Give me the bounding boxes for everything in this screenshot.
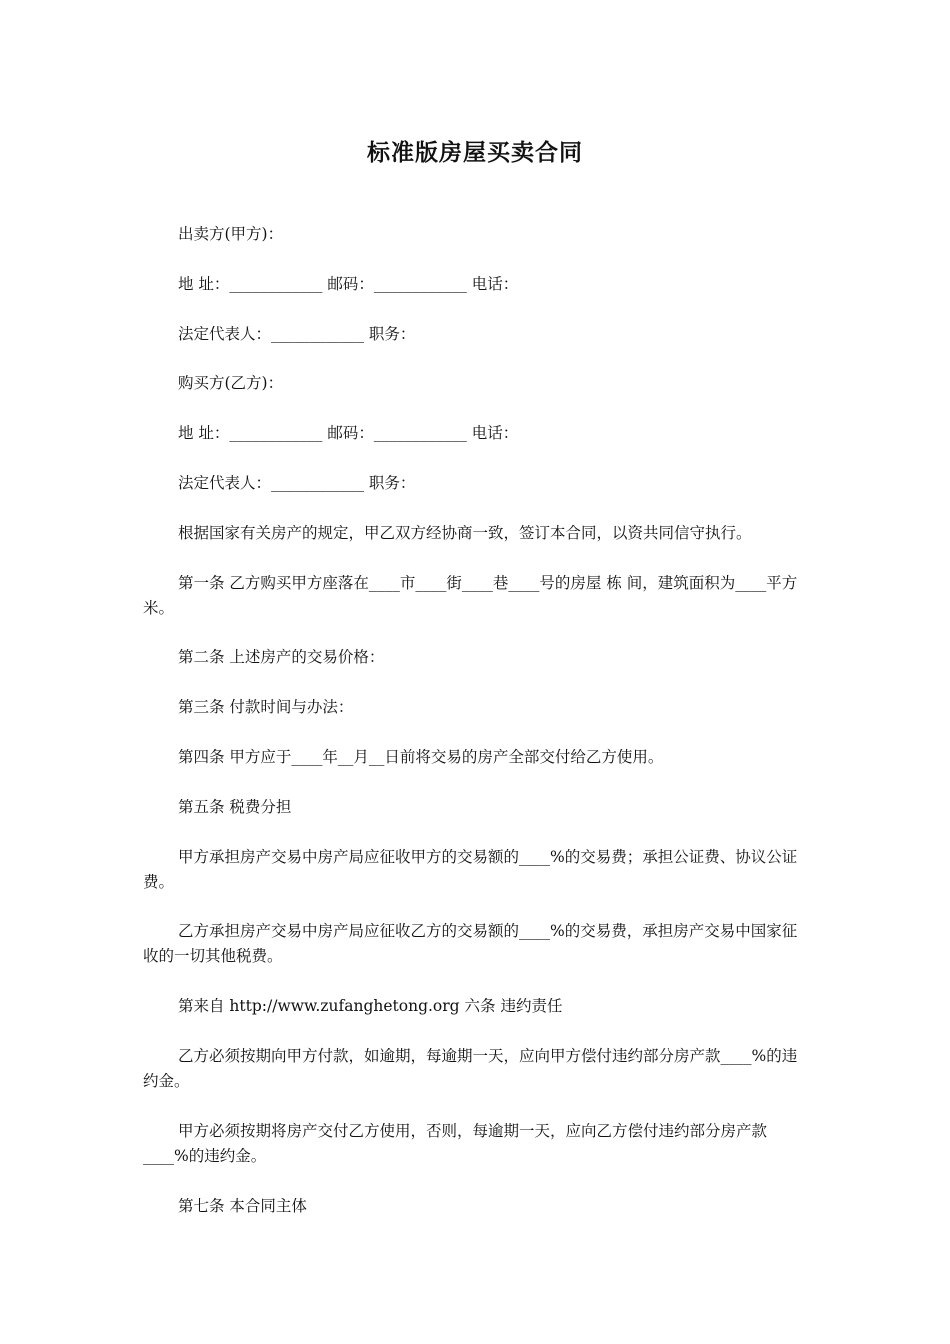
paragraph-seller-address: 地 址：____________ 邮码：____________ 电话：: [178, 274, 519, 293]
paragraph-article-3: 第三条 付款时间与办法：: [178, 698, 354, 717]
document-body: [143, 222, 809, 1243]
paragraph-article-4: 第四条 甲方应于____年__月__日前将交易的房产全部交付给乙方使用。: [178, 747, 664, 766]
paragraph-article-6-seller-breach: 甲方必须按期将房产交付乙方使用，否则，每逾期一天，应向乙方偿付违约部分房产款____%的违约金。: [143, 1121, 768, 1165]
paragraph-buyer-address: 地 址：____________ 邮码：____________ 电话：: [178, 424, 519, 443]
paragraph-preamble: 根据国家有关房产的规定，甲乙双方经协商一致，签订本合同，以资共同信守执行。: [178, 523, 752, 542]
paragraph-seller: 出卖方(甲方)：: [178, 225, 284, 243]
paragraph-article-6-buyer-breach: 乙方必须按期向甲方付款，如逾期，每逾期一天，应向甲方偿付违约部分房产款____%的违约金。: [143, 1046, 798, 1090]
paragraph-article-6: 第来自 http://www.zufanghetong.org 六条 违约责任: [178, 997, 563, 1016]
paragraph-article-7: 第七条 本合同主体: [178, 1196, 307, 1215]
paragraph-buyer-representative: 法定代表人：____________ 职务：: [178, 473, 416, 492]
paragraph-seller-representative: 法定代表人：____________ 职务：: [178, 324, 416, 343]
paragraph-article-5-seller-fees: 甲方承担房产交易中房产局应征收甲方的交易额的____%的交易费；承担公证费、协议公证费。: [143, 847, 798, 891]
paragraph-buyer: 购买方(乙方)：: [178, 374, 284, 393]
paragraph-article-5: 第五条 税费分担: [178, 797, 292, 816]
document-title: 标准版房屋买卖合同: [367, 139, 583, 166]
paragraph-article-5-buyer-fees: 乙方承担房产交易中房产局应征收乙方的交易额的____%的交易费，承担房产交易中国家征收的一切其他税费。: [143, 922, 798, 966]
paragraph-article-2: 第二条 上述房产的交易价格：: [178, 648, 385, 667]
paragraph-article-1: 第一条 乙方购买甲方座落在____市____街____巷____号的房屋 栋 间，建筑面积为____平方米。: [143, 573, 798, 617]
